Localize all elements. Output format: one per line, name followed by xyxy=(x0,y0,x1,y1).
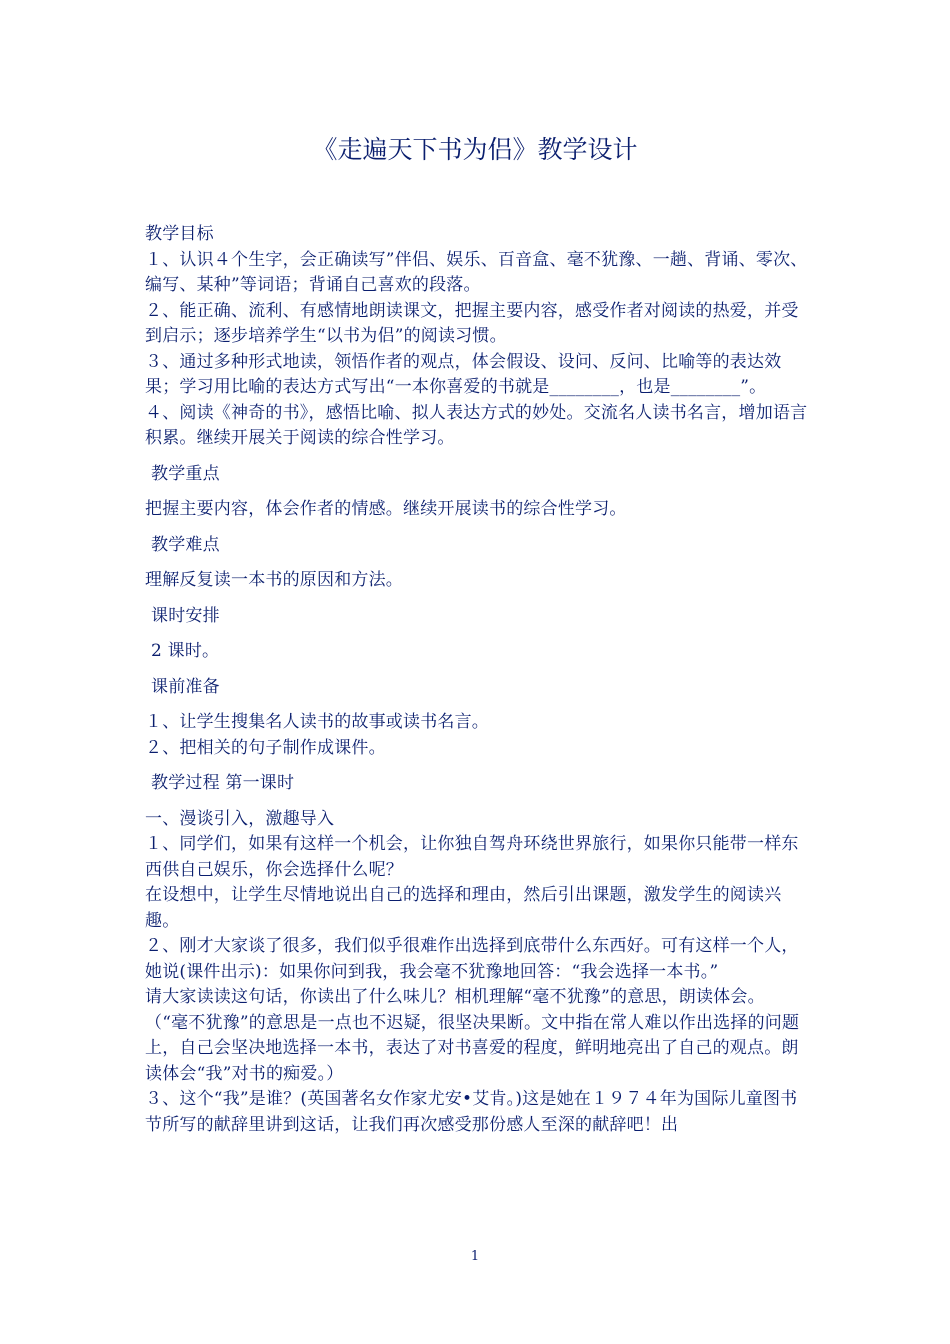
paragraph: ２、能正确、流利、有感情地朗读课文，把握主要内容，感受作者对阅读的热爱，并受到启示；逐步培养学生“以书为侣”的阅读习惯。 xyxy=(145,300,799,346)
paragraph: ３、通过多种形式地读，领悟作者的观点，体会假设、设问、反问、比喻等的表达效果；学习用比喻的表达方式写出“一本你喜爱的书就是________，也是________”。 xyxy=(145,351,782,397)
paragraph: １、认识４个生字，会正确读写”伴侣、娱乐、百音盒、毫不犹豫、一趟、背诵、零次、编写、某种”等词语；背诵自己喜欢的段落。 xyxy=(145,249,808,295)
paragraph: １、同学们，如果有这样一个机会，让你独自驾舟环绕世界旅行，如果你只能带一样东西供自己娱乐，你会选择什么呢？ xyxy=(145,834,799,880)
paragraph: 理解反复读一本书的原因和方法。 xyxy=(145,570,403,590)
paragraph: 把握主要内容，体会作者的情感。继续开展读书的综合性学习。 xyxy=(145,499,627,519)
paragraph: 在设想中，让学生尽情地说出自己的选择和理由，然后引出课题，激发学生的阅读兴趣。 xyxy=(145,885,782,931)
paragraph: 请大家读读这句话，你读出了什么味儿？相机理解“毫不犹豫”的意思，朗读体会。 xyxy=(145,987,765,1007)
document-body xyxy=(145,222,810,1138)
section-heading-schedule: 课时安排 xyxy=(151,605,220,626)
section-heading-process: 教学过程 第一课时 xyxy=(151,773,295,793)
document-title: 《走遍天下书为侣》教学设计 xyxy=(312,135,638,164)
paragraph: ２、把相关的句子制作成课件。 xyxy=(145,737,386,758)
paragraph: １、让学生搜集名人读书的故事或读书名言。 xyxy=(145,712,489,732)
section-heading-key-points: 教学重点 xyxy=(151,463,220,484)
paragraph: ４、阅读《神奇的书》，感悟比喻、拟人表达方式的妙处。交流名人读书名言，增加语言积累。继续开展关于阅读的综合性学习。 xyxy=(145,402,808,448)
paragraph: 2 课时。 xyxy=(151,641,220,661)
paragraph: （“毫不犹豫”的意思是一点也不迟疑，很坚决果断。文中指在常人难以作出选择的问题上，自己会坚决地选择一本书，表达了对书喜爱的程度，鲜明地亮出了自己的观点。朗读体会“我”对书的痴爱。） xyxy=(145,1012,800,1084)
section-heading-preparation: 课前准备 xyxy=(151,676,220,697)
section-heading-objectives: 教学目标 xyxy=(145,224,214,244)
page-number: 1 xyxy=(470,1249,480,1264)
section-heading-difficulties: 教学难点 xyxy=(151,534,220,555)
paragraph: ２、刚才大家谈了很多，我们似乎很难作出选择到底带什么东西好。可有这样一个人，她说(课件出示)：如果你问到我，我会毫不犹豫地回答：“我会选择一本书。” xyxy=(145,936,799,982)
paragraph: ３、这个“我”是谁？(英国著名女作家尤安•艾肯。)这是她在１９７４年为国际儿童图书节所写的献辞里讲到这话，让我们再次感受那份感人至深的献辞吧！出 xyxy=(145,1089,798,1135)
subsection-heading: 一、漫谈引入，激趣导入 xyxy=(145,808,335,829)
